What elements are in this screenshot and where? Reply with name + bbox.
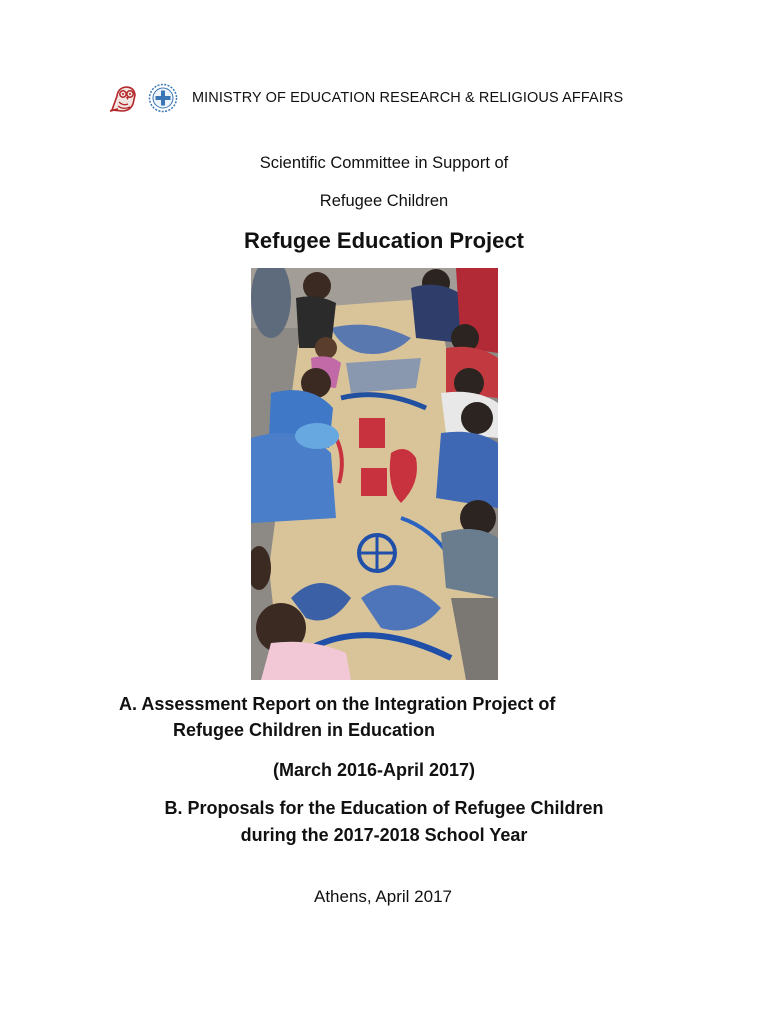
committee-line-1: Scientific Committee in Support of [259,154,509,172]
report-part-a-line-2: Refugee Children in Education [173,720,436,740]
place-and-date: Athens, April 2017 [314,887,452,906]
greek-cross-seal-icon [148,83,178,113]
report-date-range: (March 2016-April 2017) [272,760,476,780]
project-title: Refugee Education Project [244,228,524,253]
ministry-name: MINISTRY OF EDUCATION RESEARCH & RELIGIOUS AFFAIRS [192,90,624,106]
report-part-a-line-1: A. Assessment Report on the Integration Project of [119,694,556,714]
document-header [108,82,623,114]
report-part-b-line-2: during the 2017-2018 School Year [240,825,528,845]
committee-line-2: Refugee Children [319,192,449,210]
owl-emblem-icon [108,82,140,114]
report-part-b-line-1: B. Proposals for the Education of Refugee Children [164,798,604,818]
children-painting-photo [251,268,498,680]
